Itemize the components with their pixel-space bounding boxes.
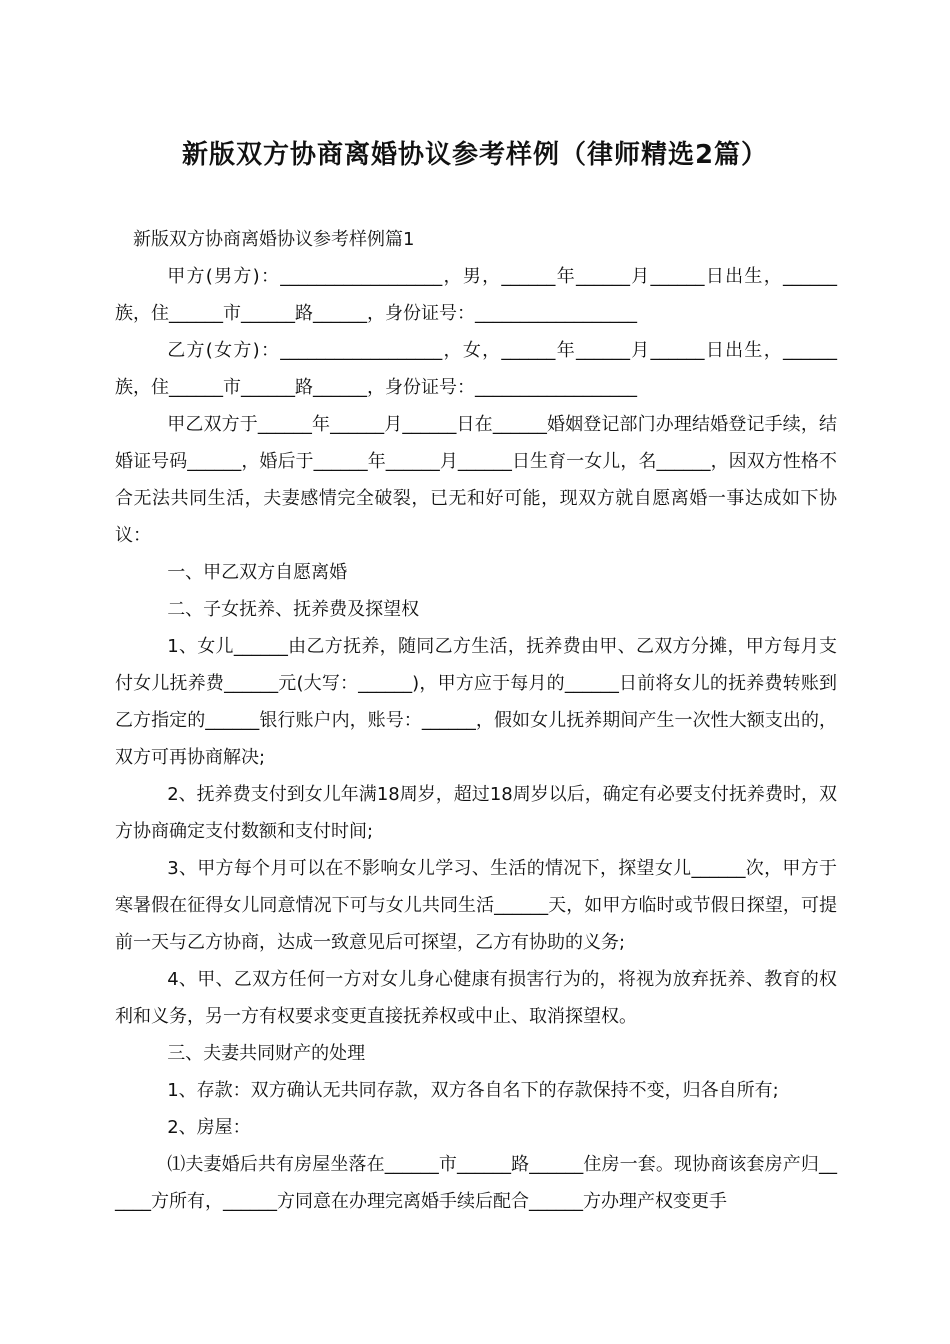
section-subtitle: 新版双方协商离婚协议参考样例篇1 xyxy=(133,229,415,250)
clause-2-item-2: 2、抚养费支付到女儿年满18周岁，超过18周岁以后，确定有必要支付抚养费时，双方协商确定支付数额和支付时间; xyxy=(115,784,837,842)
clause-heading-3: 三、夫妻共同财产的处理 xyxy=(167,1043,366,1064)
clause-3-item-1: 1、存款：双方确认无共同存款，双方各自名下的存款保持不变，归各自所有; xyxy=(167,1080,779,1101)
clause-2-item-1: 1、女儿______由乙方抚养，随同乙方生活，抚养费由甲、乙双方分摊，甲方每月支付女儿抚养费______元(大写：______)，甲方应于每月的______日前将女儿的抚养费转账到乙方指定的______银行账户内，账号：______，假如女儿抚养期间产生一次性大额支出的，双方可再协商解决; xyxy=(115,636,837,768)
clause-3-item-2-sub-1: ⑴夫妻婚后共有房屋坐落在______市______路______住房一套。现协商该套房产归______方所有，______方同意在办理完离婚手续后配合______方办理产权变更手 xyxy=(115,1154,837,1212)
clause-2-item-4: 4、甲、乙双方任何一方对女儿身心健康有损害行为的，将视为放弃抚养、教育的权利和义务，另一方有权要求变更直接抚养权或中止、取消探望权。 xyxy=(115,969,837,1027)
document-title: 新版双方协商离婚协议参考样例（律师精选2篇） xyxy=(181,140,769,170)
marriage-info-paragraph: 甲乙双方于______年______月______日在______婚姻登记部门办理结婚登记手续，结婚证号码______，婚后于______年______月______日生育一女儿，名______，因双方性格不合无法共同生活，夫妻感情完全破裂，已无和好可能，现双方就自愿离婚一事达成如下协议： xyxy=(115,414,837,546)
party-b-paragraph: 乙方(女方)：__________________，女，______年______月______日出生，______族，住______市______路______，身份证号：__________________ xyxy=(115,340,837,398)
document-body xyxy=(115,221,837,1220)
clause-heading-1: 一、甲乙双方自愿离婚 xyxy=(167,562,348,583)
party-a-paragraph: 甲方(男方)：__________________，男，______年______月______日出生，______族，住______市______路______，身份证号：__________________ xyxy=(115,266,837,324)
clause-2-item-3: 3、甲方每个月可以在不影响女儿学习、生活的情况下，探望女儿______次，甲方于寒暑假在征得女儿同意情况下可与女儿共同生活______天，如甲方临时或节假日探望，可提前一天与乙方协商，达成一致意见后可探望，乙方有协助的义务; xyxy=(115,858,837,953)
clause-3-item-2: 2、房屋： xyxy=(167,1117,251,1138)
clause-heading-2: 二、子女抚养、抚养费及探望权 xyxy=(167,599,420,620)
